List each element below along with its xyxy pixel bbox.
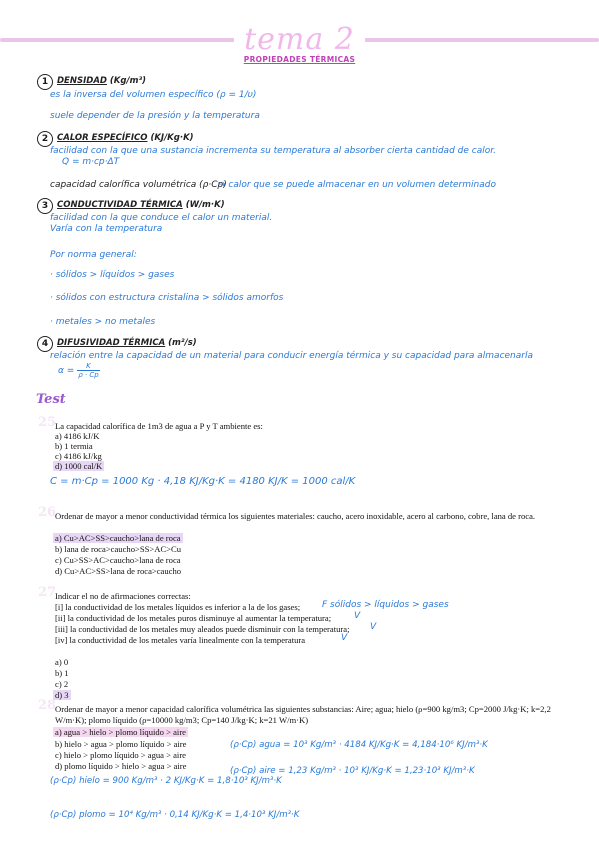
statement-ii-mark: V xyxy=(354,611,361,621)
section-number-2: 2 xyxy=(37,131,53,147)
section-number-1: 1 xyxy=(37,74,53,90)
q28-water-calculation: (ρ·Cp) agua = 10³ Kg/m³ · 4184 KJ/Kg·K = 4,184·10⁶ KJ/m³·K xyxy=(230,740,488,750)
section-title-diffusivity: DIFUSIVIDAD TÉRMICA (m²/s) xyxy=(57,338,197,348)
statement-iv: [iv] la conductividad de los metales varía linealmente con la temperatura xyxy=(55,635,306,645)
volumetric-heat-capacity-definition: → calor que se puede almacenar en un volumen determinado xyxy=(218,180,496,190)
option-a-selected[interactable]: a) Cu>AC>SS>caucho>lana de roca xyxy=(55,533,181,543)
section-title-specific-heat: CALOR ESPECÍFICO (KJ/Kg·K) xyxy=(57,133,194,143)
option-b[interactable]: b) hielo > agua > plomo líquido > aire xyxy=(55,739,187,749)
option-a-selected[interactable]: a) agua > hielo > plomo líquido > aire xyxy=(55,727,187,737)
statement-iv-mark: V xyxy=(341,633,348,643)
diffusivity-definition: relación entre la capacidad de un material para conducir energía térmica y su capacidad para almacenarla xyxy=(50,351,533,361)
question-number: 28 xyxy=(38,698,57,713)
rule-metals: · metales > no metales xyxy=(50,317,156,327)
volumetric-heat-capacity-label: capacidad calorífica volumétrica (ρ·Cp) xyxy=(50,180,227,190)
statement-i: [i] la conductividad de los metales líquidos es inferior a la de los gases; xyxy=(55,602,301,612)
q25-calculation: C = m·Cp = 1000 Kg · 4,18 KJ/Kg·K = 4180 KJ/K = 1000 cal/K xyxy=(50,476,356,487)
option-c[interactable]: c) 4186 kJ/kg xyxy=(55,451,102,461)
statement-iii-mark: V xyxy=(370,622,377,632)
density-definition: es la inversa del volumen específico (ρ = 1/υ) xyxy=(50,90,257,100)
general-rule-label: Por norma general: xyxy=(50,250,137,260)
q28-ice-calculation: (ρ·Cp) hielo = 900 Kg/m³ · 2 KJ/Kg·K = 1,8·10³ KJ/m³·K xyxy=(50,776,282,786)
option-d[interactable]: d) Cu>AC>SS>lana de roca>caucho xyxy=(55,566,182,576)
question-text: Ordenar de mayor a menor capacidad calorífica volumétrica las siguientes substancias: Aire; agua; hielo (ρ=900 kg/m3; Cp=2000 J/kg·K; k=2,2 W/m·K); plomo líquido (ρ=10000 kg/m3; Cp=140 J/kg·K; k=21 W/m·K) xyxy=(55,704,551,725)
conductivity-definition: facilidad con la que conduce el calor un material. xyxy=(50,213,273,223)
option-a[interactable]: a) 4186 kJ/K xyxy=(55,431,100,441)
conductivity-temperature: Varía con la temperatura xyxy=(50,224,163,234)
question-number: 26 xyxy=(38,505,57,520)
density-dependence: suele depender de la presión y la temperatura xyxy=(50,111,260,121)
question-text: La capacidad calorífica de 1m3 de agua a P y T ambiente es: xyxy=(55,421,263,431)
section-number-3: 3 xyxy=(37,198,53,214)
option-b[interactable]: b) 1 termia xyxy=(55,441,93,451)
section-title-conductivity: CONDUCTIVIDAD TÉRMICA (W/m·K) xyxy=(57,200,225,210)
option-c[interactable]: c) Cu>SS>AC>caucho>lana de roca xyxy=(55,555,181,565)
q28-lead-calculation: (ρ·Cp) plomo = 10⁴ Kg/m³ · 0,14 KJ/Kg·K = 1,4·10³ KJ/m³·K xyxy=(50,810,300,820)
rule-states: · sólidos > líquidos > gases xyxy=(50,270,175,280)
specific-heat-formula: Q = m·cp·ΔT xyxy=(62,157,120,167)
question-number: 27 xyxy=(38,585,57,600)
option-c[interactable]: c) hielo > plomo líquido > agua > aire xyxy=(55,750,187,760)
option-c[interactable]: c) 2 xyxy=(55,679,69,689)
statement-i-mark: F sólidos > líquidos > gases xyxy=(322,600,449,610)
question-number: 25 xyxy=(38,415,57,430)
option-d-selected[interactable]: d) 3 xyxy=(55,690,69,700)
page-title: tema 2 xyxy=(0,22,599,57)
q28-air-calculation: (ρ·Cp) aire = 1,23 Kg/m³ · 10³ KJ/Kg·K = 1,23·10³ KJ/m³·K xyxy=(230,766,475,776)
test-heading: Test xyxy=(36,392,66,407)
section-number-4: 4 xyxy=(37,336,53,352)
statement-ii: [ii] la conductividad de los metales puros disminuye al aumentar la temperatura; xyxy=(55,613,332,623)
diffusivity-formula: α = $\frac{K}{\rho \cdot Cp}$ xyxy=(58,362,99,379)
option-b[interactable]: b) lana de roca>caucho>SS>AC>Cu xyxy=(55,544,182,554)
option-d[interactable]: d) plomo líquido > hielo > agua > aire xyxy=(55,761,187,771)
option-a[interactable]: a) 0 xyxy=(55,657,69,667)
page-subtitle: PROPIEDADES TÉRMICAS xyxy=(243,55,356,64)
question-text: Indicar el no de afirmaciones correctas: xyxy=(55,591,191,601)
rule-crystalline: · sólidos con estructura cristalina > sólidos amorfos xyxy=(50,293,284,303)
statement-iii: [iii] la conductividad de los metales muy aleados puede disminuir con la temperatura; xyxy=(55,624,350,634)
option-d-selected[interactable]: d) 1000 cal/K xyxy=(55,461,103,471)
specific-heat-definition: facilidad con la que una sustancia incrementa su temperatura al absorber cierta cantidad de calor. xyxy=(50,146,496,156)
section-title-density: DENSIDAD (Kg/m³) xyxy=(57,76,147,86)
question-text: Ordenar de mayor a menor conductividad térmica los siguientes materiales: caucho, acero inoxidable, acero al carbono, cobre, lana de roca. xyxy=(55,511,536,521)
option-b[interactable]: b) 1 xyxy=(55,668,69,678)
